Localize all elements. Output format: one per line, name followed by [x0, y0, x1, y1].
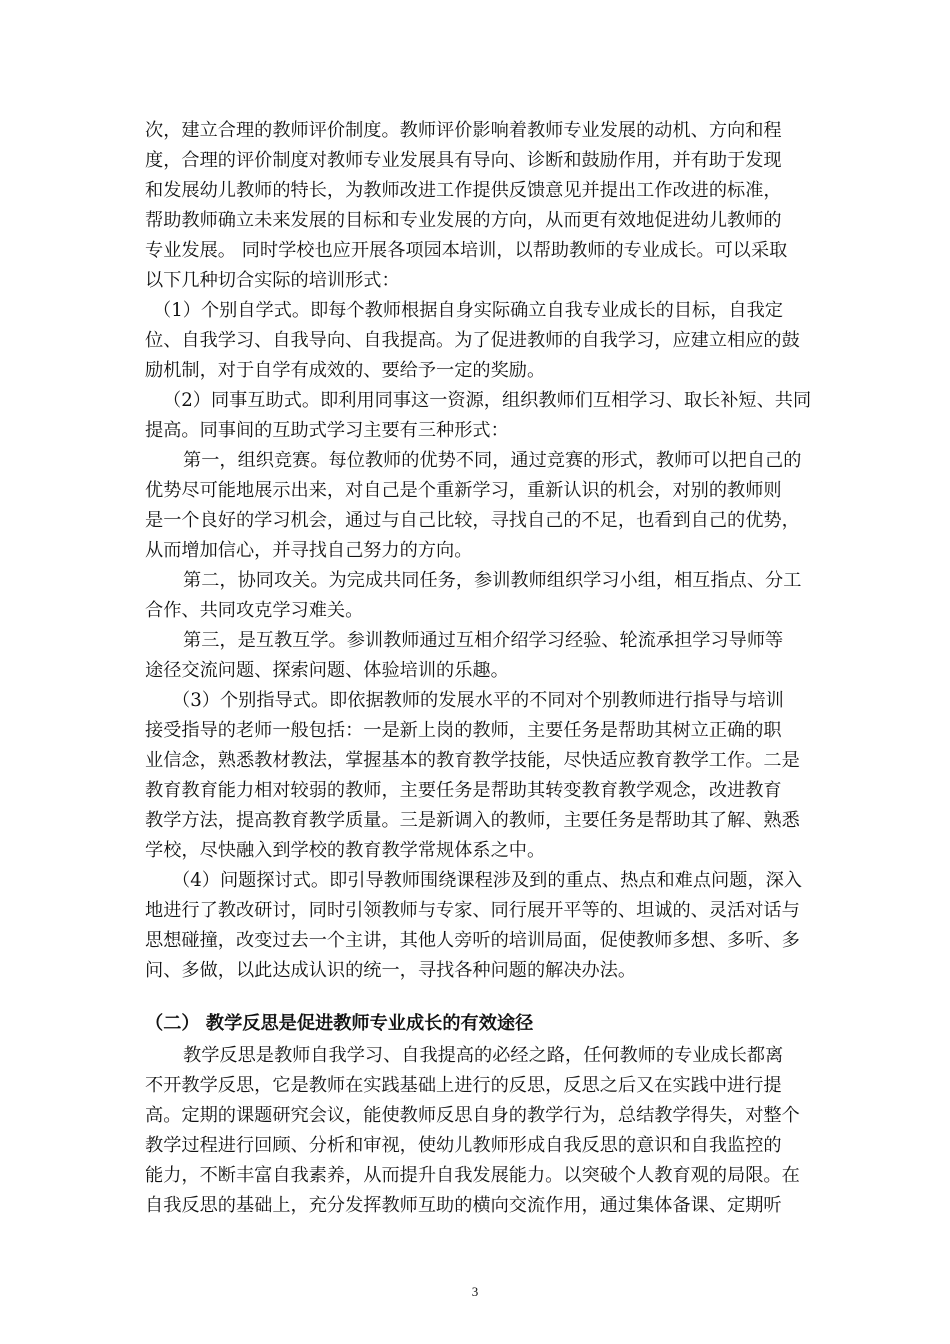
text-line: 高。定期的课题研究会议，能使教师反思自身的教学行为，总结教学得失，对整个 [145, 1105, 800, 1126]
section-heading: （二） 教学反思是促进教师专业成长的有效途径 [145, 1013, 534, 1034]
text-line: 第二，协同攻关。为完成共同任务，参训教师组织学习小组，相互指点、分工 [183, 570, 802, 591]
text-line: 和发展幼儿教师的特长，为教师改进工作提供反馈意见并提出工作改进的标准， [145, 180, 782, 201]
text-line: 从而增加信心，并寻找自己努力的方向。 [145, 540, 473, 561]
text-line: 以下几种切合实际的培训形式： [145, 270, 400, 291]
text-line: 自我反思的基础上，充分发挥教师互助的横向交流作用，通过集体备课、定期听 [145, 1195, 782, 1216]
text-line: 地进行了教改研讨，同时引领教师与专家、同行展开平等的、坦诚的、灵活对话与 [145, 900, 800, 921]
text-line: 教学过程进行回顾、分析和审视，使幼儿教师形成自我反思的意识和自我监控的 [145, 1135, 782, 1156]
text-line: 教学方法，提高教育教学质量。三是新调入的教师，主要任务是帮助其了解、熟悉 [145, 810, 800, 831]
text-line: （3）个别指导式。即依据教师的发展水平的不同对个别教师进行指导与培训 [172, 690, 784, 711]
text-line: 教育教育能力相对较弱的教师，主要任务是帮助其转变教育教学观念，改进教育 [145, 780, 782, 801]
text-line: 问、多做，以此达成认识的统一，寻找各种问题的解决办法。 [145, 960, 637, 981]
text-line: 励机制，对于自学有成效的、要给予一定的奖励。 [145, 360, 546, 381]
text-line: 接受指导的老师一般包括：一是新上岗的教师，主要任务是帮助其树立正确的职 [145, 720, 782, 741]
text-line: 思想碰撞，改变过去一个主讲，其他人旁听的培训局面，促使教师多想、多听、多 [145, 930, 800, 951]
text-line [145, 1221, 810, 1251]
text-line: （4）问题探讨式。即引导教师围绕课程涉及到的重点、热点和难点问题，深入 [172, 870, 802, 891]
text-line: （1）个别自学式。即每个教师根据自身实际确立自我专业成长的目标，自我定 [153, 300, 783, 321]
text-line: 帮助教师确立未来发展的目标和专业发展的方向，从而更有效地促进幼儿教师的 [145, 210, 782, 231]
text-line: 第三，是互教互学。参训教师通过互相介绍学习经验、轮流承担学习导师等 [183, 630, 784, 651]
text-line: 提高。同事间的互助式学习主要有三种形式： [145, 420, 509, 441]
text-line: 不开教学反思，它是教师在实践基础上进行的反思，反思之后又在实践中进行提 [145, 1075, 782, 1096]
text-line: 专业发展。 同时学校也应开展各项园本培训，以帮助教师的专业成长。可以采取 [145, 240, 788, 261]
text-line: 教学反思是教师自我学习、自我提高的必经之路，任何教师的专业成长都离 [183, 1045, 784, 1066]
text-line: 位、自我学习、自我导向、自我提高。为了促进教师的自我学习，应建立相应的鼓 [145, 330, 800, 351]
text-line: 学校，尽快融入到学校的教育教学常规体系之中。 [145, 840, 546, 861]
text-line: 能力，不断丰富自我素养，从而提升自我发展能力。以突破个人教育观的局限。在 [145, 1165, 800, 1186]
text-line: 度，合理的评价制度对教师专业发展具有导向、诊断和鼓励作用，并有助于发现 [145, 150, 782, 171]
text-line: 业信念，熟悉教材教法，掌握基本的教育教学技能，尽快适应教育教学工作。二是 [145, 750, 800, 771]
text-line: （2）同事互助式。即利用同事这一资源，组织教师们互相学习、取长补短、共同 [163, 390, 812, 411]
text-line: 途径交流问题、探索问题、体验培训的乐趣。 [145, 660, 509, 681]
text-line: 次，建立合理的教师评价制度。教师评价影响着教师专业发展的动机、方向和程 [145, 120, 782, 141]
text-line: 第一，组织竞赛。每位教师的优势不同，通过竞赛的形式，教师可以把自己的 [183, 450, 802, 471]
page-number: 3 [471, 1284, 479, 1299]
text-line: 优势尽可能地展示出来，对自己是个重新学习，重新认识的机会，对别的教师则 [145, 480, 782, 501]
text-line: 是一个良好的学习机会，通过与自己比较，寻找自己的不足，也看到自己的优势， [145, 510, 800, 531]
text-line: 合作、共同攻克学习难关。 [145, 600, 364, 621]
